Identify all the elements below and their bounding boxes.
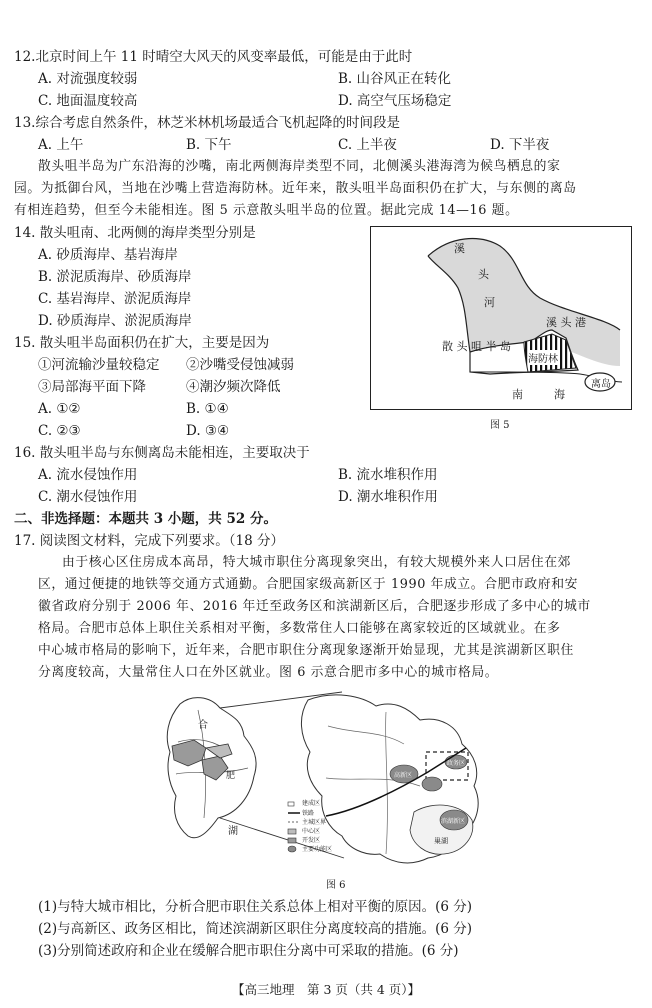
fig5-label-xi: 溪 (454, 242, 465, 255)
q17-sub-3: (3)分别简述政府和企业在缓解合肥市职住分离中可采取的措施。(6 分) (38, 943, 459, 959)
q12-stem: 12.北京时间上午 11 时晴空大风天的风变率最低，可能是由于此时 (14, 49, 413, 65)
q17-passage-line-4: 格局。合肥市总体上职住关系相对平衡，多数常住人口能够在离家较近的区域就业。在多 (38, 621, 561, 636)
q15-statement-2: ②沙嘴受侵蚀减弱 (186, 357, 294, 373)
q16-option-c: C. 潮水侵蚀作用 (38, 489, 138, 505)
legend-rail: 铁路 (302, 810, 315, 817)
passage1-line-2: 园。为抵御台风，当地在沙嘴上营造海防林。近年来，散头咀半岛面积仍在扩大，与东侧的离岛 (14, 181, 577, 196)
q17-passage-line-2: 区，通过便捷的地铁等交通方式通勤。合肥国家级高新区于 1990 年成立。合肥市政府和安 (38, 577, 578, 592)
q15-statement-3: ③局部海平面下降 (38, 379, 146, 395)
fig5-label-hai: 海 (554, 388, 565, 401)
fig5-label-forest: 海防林 (528, 350, 558, 365)
q14-option-d: D. 砂质海岸、淤泥质海岸 (38, 313, 192, 329)
legend-center: 中心区 (302, 828, 321, 835)
legend-function: 主要功能区 (302, 846, 333, 853)
q17-stem: 17. 阅读图文材料，完成下列要求。（18 分） (14, 533, 284, 549)
section-2-heading: 二、非选择题：本题共 3 小题，共 52 分。 (14, 511, 277, 527)
q12-option-b: B. 山谷风正在转化 (338, 71, 452, 87)
q14-option-c: C. 基岩海岸、淤泥质海岸 (38, 291, 192, 307)
fig6-label-chao: 湖 (228, 826, 238, 837)
q17-passage-line-5: 中心城市格局的影响下，近年来，合肥市职住分离现象逐渐开始显现，尤其是滨湖新区职住 (38, 643, 574, 658)
passage1-line-1: 散头咀半岛为广东沿海的沙嘴，南北两侧海岸类型不同，北侧溪头港海湾为候鸟栖息的家 (38, 159, 561, 174)
fig5-label-island: 离岛 (591, 379, 611, 390)
fig6-label-fei: 肥 (226, 771, 236, 781)
q15-option-a: A. ①② (38, 401, 81, 417)
legend-swatch-function (288, 846, 296, 852)
core-zone (422, 777, 442, 791)
legend-swatch-built (288, 802, 294, 806)
q16-stem: 16. 散头咀半岛与东侧离岛未能相连，主要取决于 (14, 445, 310, 461)
fig5-label-peninsula: 散 头 咀 半 岛 (442, 340, 511, 353)
q17-passage-line-3: 徽省政府分别于 2006 年、2016 年迁至政务区和滨湖新区后，合肥逐步形成了多中心的城市 (38, 599, 591, 614)
q17-sub-1: (1)与特大城市相比，分析合肥市职住关系总体上相对平衡的原因。(6 分) (38, 899, 473, 915)
fig5-label-he: 河 (484, 296, 495, 309)
q17-passage-line-6: 分离度较高，大量常住人口在外区就业。图 6 示意合肥市多中心的城市格局。 (38, 665, 499, 680)
q17-passage-line-1: 由于核心区住房成本高昂，特大城市职住分离现象突出，有较大规模外来人口居住在郊 (62, 555, 572, 570)
legend-dev: 开发区 (302, 837, 321, 844)
fig6-label-gov: 政务区 (447, 760, 466, 767)
fig6-label-he: 合 (198, 720, 208, 731)
legend-built: 建成区 (302, 800, 321, 807)
q13-stem: 13.综合考虑自然条件，林芝米林机场最适合飞机起降的时间段是 (14, 115, 400, 131)
q12-option-c: C. 地面温度较高 (38, 93, 138, 109)
legend-swatch-center (288, 829, 296, 834)
q16-option-a: A. 流水侵蚀作用 (38, 467, 138, 483)
legend-boundary: 主城区界 (302, 819, 327, 826)
passage1-line-3: 有相连趋势，但至今未能相连。图 5 示意散头咀半岛的位置。据此完成 14—16 题。 (14, 203, 519, 218)
q14-option-a: A. 砂质海岸、基岩海岸 (38, 247, 178, 263)
q17-sub-2: (2)与高新区、政务区相比，简述滨湖新区职住分离度较高的措施。(6 分) (38, 921, 473, 937)
fig5-label-tou: 头 (478, 268, 489, 281)
legend-swatch-dev (288, 838, 296, 843)
q15-stem: 15. 散头咀半岛面积仍在扩大，主要是因为 (14, 335, 270, 351)
fig6-label-hightech: 高新区 (394, 772, 413, 779)
q13-option-c: C. 上半夜 (338, 137, 397, 153)
q16-option-b: B. 流水堆积作用 (338, 467, 438, 483)
fig6-label-lake: 巢湖 (434, 837, 448, 845)
figure-5-caption: 图 5 (490, 420, 510, 431)
q15-option-c: C. ②③ (38, 423, 81, 439)
fig5-label-nan: 南 (512, 388, 523, 401)
q16-option-d: D. 潮水堆积作用 (338, 489, 438, 505)
figure-5-map (370, 226, 632, 410)
q12-option-d: D. 高空气压场稳定 (338, 93, 452, 109)
q14-option-b: B. 淤泥质海岸、砂质海岸 (38, 269, 192, 285)
fig5-label-xitougang: 溪 头 港 (546, 316, 586, 329)
page-footer: 【高三地理 第 3 页（共 4 页）】 (231, 982, 421, 997)
q14-stem: 14. 散头咀南、北两侧的海岸类型分别是 (14, 225, 256, 241)
q13-option-a: A. 上午 (38, 137, 84, 153)
q15-option-d: D. ③④ (186, 423, 230, 439)
q15-statement-4: ④潮汐频次降低 (186, 379, 281, 395)
q12-option-a: A. 对流强度较弱 (38, 71, 138, 87)
figure-6-map (158, 686, 502, 874)
q15-statement-1: ①河流输沙量较稳定 (38, 357, 160, 373)
q15-option-b: B. ①④ (186, 401, 229, 417)
figure-6-caption: 图 6 (326, 880, 346, 891)
q13-option-d: D. 下半夜 (490, 137, 550, 153)
q13-option-b: B. 下午 (186, 137, 232, 153)
fig6-label-binhu: 滨湖新区 (441, 818, 466, 825)
